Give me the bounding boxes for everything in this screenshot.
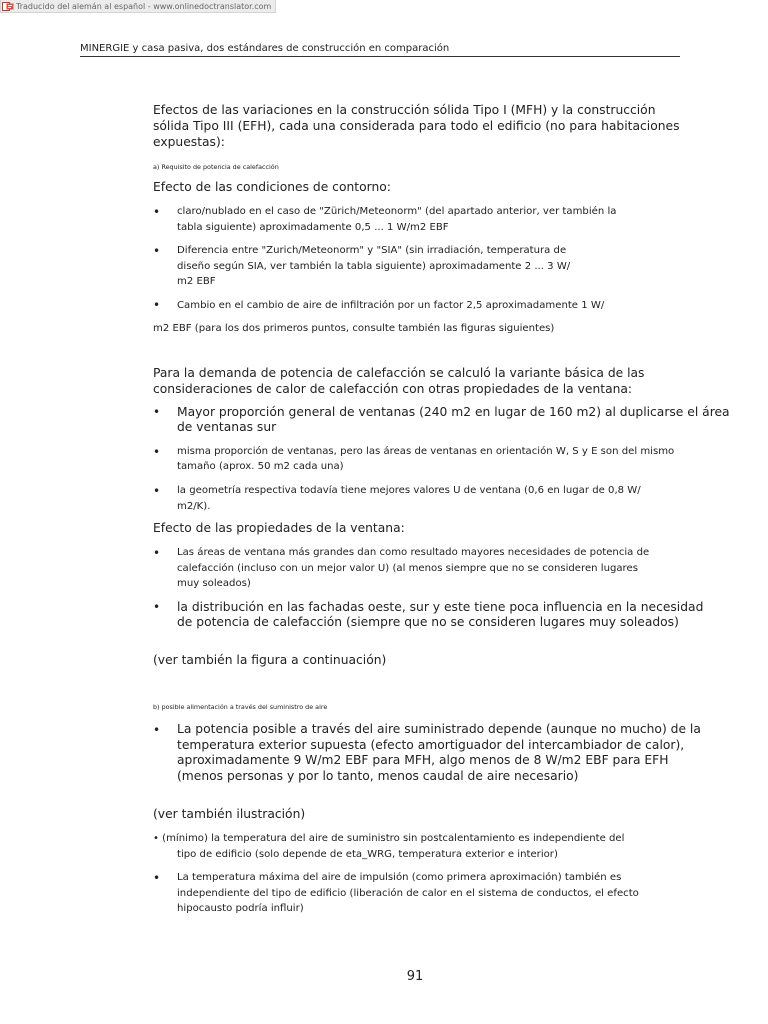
intro-line: Efectos de las variaciones en la construcción sólida Tipo I (MFH) y la construcción (153, 103, 656, 117)
boundary-heading: Efecto de las condiciones de contorno: (153, 180, 391, 194)
bullet: • (153, 445, 161, 459)
intro-line: expuestas): (153, 135, 225, 149)
bullet: • (153, 205, 161, 219)
see-illustration-note: (ver también ilustración) (153, 807, 306, 821)
intro-line: sólida Tipo III (EFH), cada una considerada para todo el edificio (no para habitaciones (153, 119, 680, 133)
bullet: • (153, 600, 161, 614)
section-b-label: b) posible alimentación a través del suministro de aire (153, 703, 328, 711)
document-translate-icon (2, 2, 14, 11)
window-heading: Efecto de las propiedades de la ventana: (153, 521, 405, 535)
demand-intro-line: Para la demanda de potencia de calefacción se calculó la variante básica de las (153, 366, 645, 380)
min-temp-line: tipo de edificio (solo depende de eta_WRG, temperatura exterior e interior) (177, 849, 558, 860)
running-header: MINERGIE y casa pasiva, dos estándares de construcción en comparación (80, 43, 680, 57)
bullet: • (153, 244, 161, 258)
bullet: • (153, 546, 161, 560)
min-temp-line: • (mínimo) la temperatura del aire de suministro sin postcalentamiento es independiente del (153, 833, 625, 844)
bullet: • (153, 484, 161, 498)
see-figure-note: (ver también la figura a continuación) (153, 653, 387, 667)
page-number: 91 (406, 969, 424, 984)
bullet: • (153, 723, 161, 737)
bullet: • (153, 405, 161, 419)
boundary-note: m2 EBF (para los dos primeros puntos, consulte también las figuras siguientes) (153, 323, 555, 334)
translator-badge-text: Traducido del alemán al español - www.onlinedoctranslator.com (16, 1, 272, 11)
demand-intro-line: consideraciones de calor de calefacción con otras propiedades de la ventana: (153, 382, 633, 396)
bullet: • (153, 298, 161, 312)
section-a-label: a) Requisito de potencia de calefacción (153, 163, 279, 171)
bullet: • (153, 871, 161, 885)
translator-badge[interactable] (0, 0, 276, 13)
